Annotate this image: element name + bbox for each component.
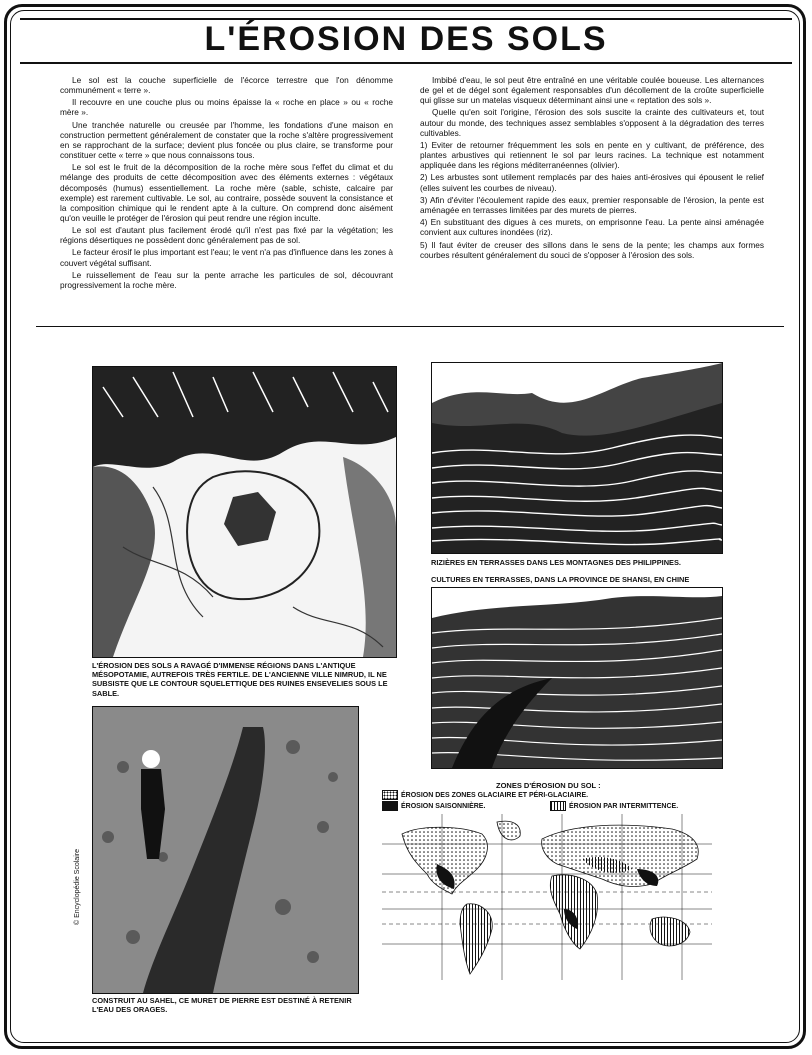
paragraph: Il recouvre en une couche plus ou moins épaisse la « roche en place » ou « roche mère ». (60, 97, 393, 118)
section-divider (36, 326, 784, 327)
erosion-world-map (382, 814, 712, 980)
shansi-terraces-photo (431, 587, 723, 769)
numbered-item: 1) Eviter de retourner fréquemment les sols en pente en y cultivant, de préférence, des plantes arbustives qui retiennent le sol par leurs racines. La technique est notamment appliquée dans les régions méditerranéennes (olivier). (420, 139, 764, 171)
map-legend-title: ZONES D'ÉROSION DU SOL : (496, 781, 601, 790)
right-text-column (420, 75, 764, 262)
left-text-column (60, 75, 393, 292)
paragraph: Imbibé d'eau, le sol peut être entraîné en une véritable coulée boueuse. Les alternances de gel et de dégel sont également responsables d'un décollement de la croûte superficielle qui glisse sur un matelas visqueux déterminant ainsi une « reptation des sols ». (420, 75, 764, 106)
legend-label: ÉROSION DES ZONES GLACIAIRE ET PÉRI-GLACIAIRE. (401, 791, 589, 799)
paragraph: Quelle qu'en soit l'origine, l'érosion des sols suscite la crainte des cultivateurs et, tout autour du monde, des techniques assez semblables s'opposent à la dégradation des terres cultivables. (420, 107, 764, 138)
numbered-item: 3) Afin d'éviter l'écoulement rapide des eaux, premier responsable de l'érosion, la pente est aménagée en terrasses limitées par des murets de pierres. (420, 194, 764, 215)
paragraph: Le facteur érosif le plus important est l'eau; le vent n'a pas d'influence dans les zones à couvert végétal suffisant. (60, 247, 393, 268)
philippines-caption: RIZIÈRES EN TERRASSES DANS LES MONTAGNES DES PHILIPPINES. (431, 558, 681, 567)
shansi-caption: CULTURES EN TERRASSES, DANS LA PROVINCE DE SHANSI, EN CHINE (431, 575, 690, 584)
legend-item-glaciaire (382, 790, 588, 800)
legend-label: ÉROSION SAISONNIÈRE. (401, 802, 486, 810)
copyright-credit: © Encyclopédie Scolaire (74, 849, 81, 925)
numbered-item: 4) En substituant des digues à ces murets, on emprisonne l'eau. La pente ainsi aménagée convient aux cultures inondées (riz). (420, 217, 764, 238)
philippines-terraces-photo (431, 362, 723, 554)
sahel-wall-photo (92, 706, 359, 994)
legend-item-intermittence (550, 801, 678, 811)
nimrud-aerial-photo (92, 366, 397, 658)
dotted-swatch-icon (382, 790, 398, 800)
nimrud-caption: L'ÉROSION DES SOLS A RAVAGÉ D'IMMENSE RÉGIONS DANS L'ANTIQUE MÉSOPOTAMIE, AUTREFOIS TRÈS FERTILE. DE L'ANCIENNE VILLE NIMRUD, IL NE SUBSISTE QUE LE CONTOUR SQUELETTIQUE DES RUINES ENSEVELIES SOUS LE SABLE. (92, 661, 388, 698)
dark-swatch-icon (382, 801, 398, 811)
title-rule-bottom (20, 62, 792, 64)
paragraph: Le ruissellement de l'eau sur la pente arrache les particules de sol, découvrant progressivement la roche mère. (60, 269, 393, 290)
numbered-item: 2) Les arbustes sont utilement remplacés par des haies anti-érosives qui épousent le relief (elles suivent les courbes de niveau). (420, 172, 764, 193)
paragraph: Le sol est la couche superficielle de l'écorce terrestre que l'on dénomme communément « terre ». (60, 75, 393, 96)
legend-item-saisonniere (382, 801, 485, 811)
numbered-item: 5) Il faut éviter de creuser des sillons dans le sens de la pente; les champs aux formes courbes résultent généralement du souci de s'opposer à l'érosion des sols. (420, 239, 764, 260)
paragraph: Le sol est le fruit de la décomposition de la roche mère sous l'effet du climat et du mélange des produits de cette décomposition avec des éléments externes : végétaux décomposés (humus) essentiellement. La roche mère (sable, schiste, calcaire par exemple) est rarement cultivable. Le sol, au contraire, possède souvent la consistance et la composition chimique qui le rendent apte à la culture. On comprend donc aisément qu'on veuille le protéger de l'érosion qui peut rendre une région inculte. (60, 162, 393, 223)
page-title: L'ÉROSION DES SOLS (204, 20, 608, 58)
legend-label: ÉROSION PAR INTERMITTENCE. (569, 802, 679, 810)
paragraph: Une tranchée naturelle ou creusée par l'homme, les fondations d'une maison en construction permettent généralement de constater que la roche s'altère progressivement en se rapprochant de la surface; devient plus foncée ou plus claire, se transforme pour constituer cette « terre » que nous connaissons tous. (60, 119, 393, 161)
striped-swatch-icon (550, 801, 566, 811)
paragraph: Le sol est d'autant plus facilement érodé qu'il n'est pas fixé par la végétation; les régions désertiques ne possèdent donc généralement pas de sol. (60, 225, 393, 246)
sahel-caption: CONSTRUIT AU SAHEL, CE MURET DE PIERRE EST DESTINÉ À RETENIR L'EAU DES ORAGES. (92, 996, 352, 1015)
